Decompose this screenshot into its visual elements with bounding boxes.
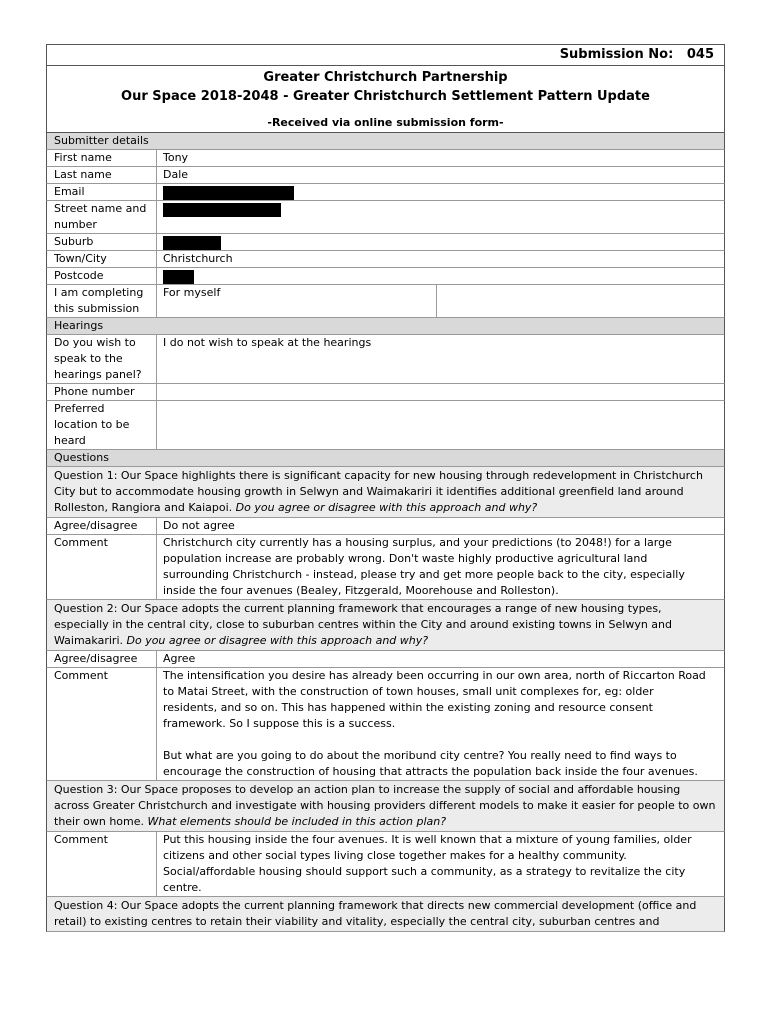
comment-paragraph: The intensification you desire has already been occurring in our own area, north of Riccarton Road to Matai Street, with the construction of town houses, small unit complexes for, eg: older residents, and so on. This has happened within the existing zoning and resource consent framework. So I suppose this is a success.	[163, 669, 706, 730]
doc-title: Our Space 2018-2048 - Greater Christchurch Settlement Pattern Update	[121, 89, 650, 104]
label: Preferred location to be heard	[47, 401, 157, 449]
row-q3-comment	[46, 832, 725, 897]
value	[157, 234, 724, 250]
row-completing	[46, 285, 725, 318]
row-postcode	[46, 268, 725, 285]
label: First name	[47, 150, 157, 166]
submission-value: 045	[686, 47, 714, 62]
value: Put this housing inside the four avenues. It is well known that a mixture of young families, older citizens and other social types living close together makes for a healthy community. Social/affordable housing should support such a community, as a strategy to revitalize the city centre.	[163, 833, 692, 894]
label: Phone number	[47, 384, 157, 400]
value: Do not agree	[163, 519, 235, 532]
document-header	[46, 66, 725, 132]
question-body: Question 3: Our Space proposes to develop an action plan to increase the supply of social and affordable housing across Greater Christchurch and investigate with housing providers different models to make it easier for people to own their own home.	[54, 783, 716, 828]
question-prompt: What elements should be included in this action plan?	[147, 815, 447, 828]
redaction-block	[163, 186, 294, 200]
label: Agree/disagree	[47, 518, 157, 534]
value	[157, 201, 724, 233]
section-hearings	[46, 318, 725, 335]
value: Dale	[163, 168, 189, 181]
value: I do not wish to speak at the hearings	[163, 336, 372, 349]
question-text	[54, 782, 717, 830]
section-label: Questions	[54, 451, 109, 464]
section-label: Submitter details	[54, 134, 149, 147]
row-last-name	[46, 167, 725, 184]
value	[157, 401, 724, 449]
row-q2-comment	[46, 668, 725, 781]
question-prompt: Do you agree or disagree with this approach and why?	[126, 634, 429, 647]
question-prompt: Do you agree or disagree with this approach and why?	[235, 501, 538, 514]
question-4	[46, 897, 725, 932]
label: Agree/disagree	[47, 651, 157, 667]
question-text: Question 4: Our Space adopts the current planning framework that directs new commercial development (office and retail) to existing centres to retain their viability and vitality, especially the central city, suburban centres and	[54, 899, 697, 928]
row-q1-comment	[46, 535, 725, 600]
row-town	[46, 251, 725, 268]
comment-paragraph: But what are you going to do about the moribund city centre? You really need to find ways to encourage the construction of housing that attracts the population back inside the four avenues.	[163, 749, 698, 778]
value: Tony	[163, 151, 189, 164]
question-body: Question 1: Our Space highlights there is significant capacity for new housing through redevelopment in Christchurch City but to accommodate housing growth in Selwyn and Waimakariri it identifies additional greenfield land around Rolleston, Rangiora and Kaiapoi.	[54, 469, 703, 514]
value: Agree	[163, 652, 196, 665]
section-label: Hearings	[54, 319, 104, 332]
row-q1-agree	[46, 518, 725, 535]
redaction-block	[163, 270, 194, 284]
submission-form	[46, 44, 725, 932]
value: Christchurch city currently has a housing surplus, and your predictions (to 2048!) for a large population increase are probably wrong. Don't waste highly productive agricultural land surrounding Christchurch - instead, please try and get more people back to the city, especially inside the four avenues (Bealey, Fitzgerald, Moorehouse and Rolleston).	[163, 536, 685, 597]
row-speak	[46, 335, 725, 384]
value	[157, 184, 724, 200]
label: Comment	[47, 668, 157, 780]
value: Christchurch	[163, 252, 233, 265]
row-location	[46, 401, 725, 450]
label: Do you wish to speak to the hearings panel?	[47, 335, 157, 383]
row-first-name	[46, 150, 725, 167]
row-email	[46, 184, 725, 201]
org-title: Greater Christchurch Partnership	[263, 70, 508, 85]
redaction-block	[163, 236, 221, 250]
redaction-block	[163, 203, 281, 217]
section-submitter	[46, 132, 725, 150]
label: Email	[47, 184, 157, 200]
label: Comment	[47, 535, 157, 599]
label: Suburb	[47, 234, 157, 250]
row-suburb	[46, 234, 725, 251]
label: Postcode	[47, 268, 157, 284]
section-questions	[46, 450, 725, 467]
question-3	[46, 781, 725, 832]
question-2	[46, 600, 725, 651]
row-phone	[46, 384, 725, 401]
question-text	[54, 468, 717, 516]
value	[157, 384, 724, 400]
question-body: Question 2: Our Space adopts the current planning framework that encourages a range of new housing types, especially in the central city, close to suburban centres within the City and around existing towns in Selwyn and Waimakariri.	[54, 602, 672, 647]
value	[157, 268, 724, 284]
completing-value: For myself	[157, 285, 437, 317]
question-text	[54, 601, 717, 649]
label: Town/City	[47, 251, 157, 267]
value	[157, 668, 724, 780]
submission-number	[46, 44, 725, 66]
label: Comment	[47, 832, 157, 896]
submission-label: Submission No:	[559, 47, 674, 62]
row-q2-agree	[46, 651, 725, 668]
row-street	[46, 201, 725, 234]
received-note: -Received via online submission form-	[267, 116, 504, 129]
question-1	[46, 467, 725, 518]
value	[157, 285, 724, 317]
label: Street name and number	[47, 201, 157, 233]
label: Last name	[47, 167, 157, 183]
label: I am completing this submission	[47, 285, 157, 317]
